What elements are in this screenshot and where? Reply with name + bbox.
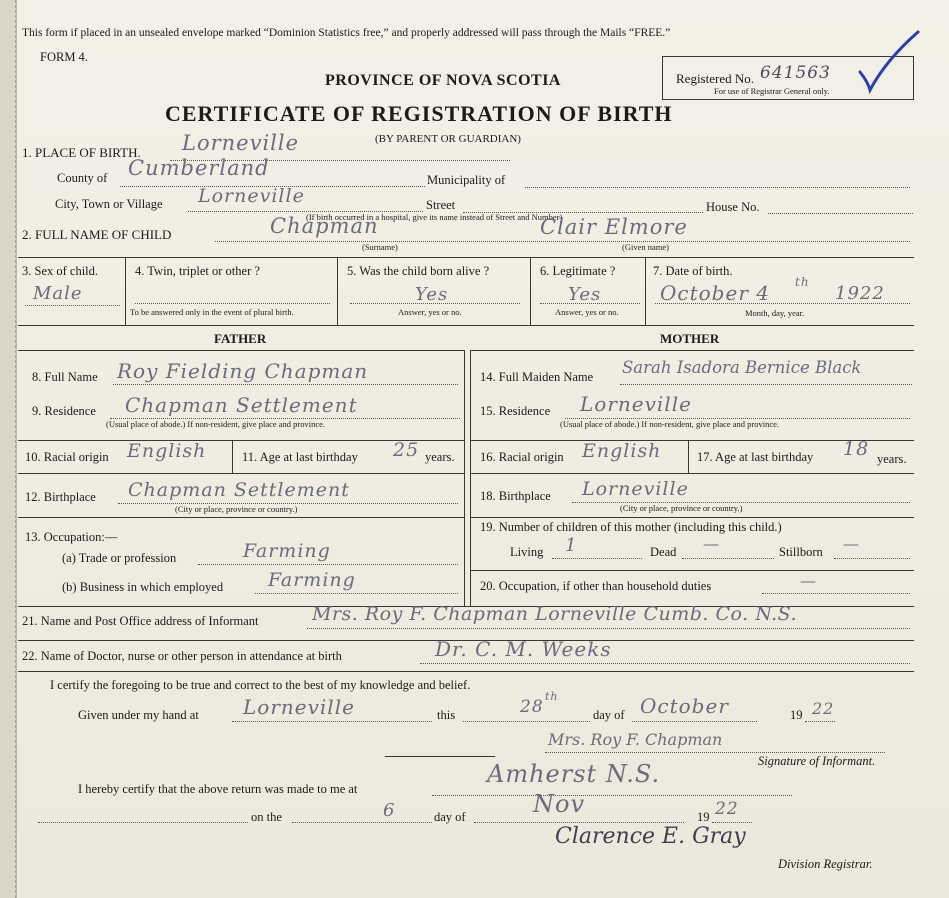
sex-label: 3. Sex of child.: [22, 264, 99, 278]
father-racial-label: 10. Racial origin: [25, 450, 109, 464]
father-age-value: 25: [393, 439, 420, 461]
father-row-rule-3: [18, 517, 464, 518]
parents-center-divider-2: [470, 350, 471, 606]
page-title: CERTIFICATE OF REGISTRATION OF BIRTH: [165, 101, 673, 126]
house-number-line: [768, 213, 913, 214]
father-occupation-label: 13. Occupation:—: [25, 530, 118, 544]
mother-residence-label: 15. Residence: [480, 404, 551, 418]
trade-label: (a) Trade or profession: [62, 551, 177, 565]
mother-occupation-line: [762, 593, 910, 594]
mother-birthplace-note: (City or place, province or country.): [620, 503, 743, 513]
father-name-label: 8. Full Name: [32, 370, 98, 384]
child-name-label: 2. FULL NAME OF CHILD: [22, 227, 172, 242]
mother-name-line: [620, 384, 912, 385]
mother-years-label: years.: [877, 452, 907, 466]
birth-date-month-day: October 4: [660, 281, 770, 305]
registrar-signature: Clarence E. Gray: [555, 824, 746, 849]
mother-residence-note: (Usual place of abode.) If non-resident, give place and province.: [560, 419, 780, 429]
sex-value: Male: [33, 283, 83, 304]
municipality-line: [525, 187, 910, 188]
mother-age-divider: [688, 440, 689, 473]
mother-name-value: Sarah Isadora Bernice Black: [622, 358, 862, 377]
given-place-value: Lorneville: [243, 695, 355, 719]
informant-value: Mrs. Roy F. Chapman Lorneville Cumb. Co. N.S.: [312, 603, 798, 625]
father-row-rule-2: [18, 473, 464, 474]
birth-date-note: Month, day, year.: [745, 308, 805, 318]
father-name-value: Roy Fielding Chapman: [117, 359, 369, 383]
mother-heading: MOTHER: [660, 331, 720, 346]
row3-bottom-border: [18, 325, 914, 326]
mother-residence-value: Lorneville: [580, 392, 692, 416]
informant-signature-line: [545, 752, 885, 753]
father-age-divider: [232, 440, 233, 473]
father-racial-value: English: [127, 440, 207, 462]
registrar-leading-line: [38, 822, 248, 823]
informant-label: 21. Name and Post Office address of Informant: [22, 614, 259, 628]
business-label: (b) Business in which employed: [62, 580, 224, 594]
this-day-suffix: th: [545, 690, 559, 703]
trade-line: [198, 564, 458, 565]
city-label: City, Town or Village: [55, 197, 163, 211]
mother-row-rule-4: [470, 570, 914, 571]
house-number-label: House No.: [706, 200, 760, 214]
born-alive-note: Answer, yes or no.: [398, 307, 462, 317]
mother-age-value: 18: [843, 438, 870, 460]
business-line: [255, 593, 458, 594]
mother-age-label: 17. Age at last birthday: [697, 450, 814, 464]
hospital-note: (If birth occurred in a hospital, give its name instead of Street and Number): [306, 212, 563, 222]
father-name-line: [113, 384, 458, 385]
municipality-label: Municipality of: [427, 173, 506, 187]
certify-statement: I certify the foregoing to be true and correct to the best of my knowledge and belief.: [50, 678, 471, 692]
registered-number: 641563: [760, 63, 831, 83]
father-years-label: years.: [425, 450, 455, 464]
given-under-label: Given under my hand at: [78, 708, 199, 722]
birth-place-label: 1. PLACE OF BIRTH.: [22, 145, 141, 160]
row3-divider-3: [530, 257, 531, 325]
mailing-notice: This form if placed in an unsealed envelope marked “Dominion Statistics free,” and properly addressed will pass through the Mails “FREE.”: [22, 27, 671, 39]
twin-label: 4. Twin, triplet or other ?: [135, 264, 260, 278]
on-the-label: on the: [251, 810, 282, 824]
this-label: this: [437, 708, 456, 722]
registrar-year-line: [712, 822, 752, 823]
living-line: [552, 558, 642, 559]
year-prefix: 19: [790, 708, 803, 722]
registrar-year-prefix: 19: [697, 810, 710, 824]
form-number: FORM 4.: [40, 50, 88, 64]
legitimate-value: Yes: [568, 284, 602, 305]
born-alive-label: 5. Was the child born alive ?: [347, 264, 490, 278]
perforation-line: [15, 0, 17, 898]
row3-divider-4: [645, 257, 646, 325]
this-day-value: 28: [520, 697, 544, 717]
check-mark-icon: [838, 30, 923, 105]
registrar-day-line: [292, 822, 432, 823]
registrar-place-value: Amherst N.S.: [487, 760, 661, 788]
father-birthplace-label: 12. Birthplace: [25, 490, 96, 504]
this-day-line: [463, 721, 590, 722]
father-residence-value: Chapman Settlement: [125, 393, 358, 417]
parents-center-divider: [464, 350, 465, 606]
registrar-year-value: 22: [715, 799, 739, 819]
county-label: County of: [57, 171, 108, 185]
legitimate-label: 6. Legitimate ?: [540, 264, 616, 278]
children-count-label: 19. Number of children of this mother (including this child.): [480, 520, 782, 534]
registered-label: Registered No.: [676, 71, 754, 86]
stillborn-value: —: [843, 534, 860, 553]
registrar-signature-label: Division Registrar.: [778, 857, 873, 871]
informant-signature: Mrs. Roy F. Chapman: [548, 730, 723, 749]
mother-racial-label: 16. Racial origin: [480, 450, 564, 464]
row3-divider-2: [337, 257, 338, 325]
city-value: Lorneville: [198, 185, 305, 207]
registrar-day-of-label: day of: [434, 810, 466, 824]
dead-value: —: [703, 534, 720, 553]
mother-heading-rule: [470, 350, 914, 351]
father-heading-rule: [18, 350, 464, 351]
mother-row-rule-2: [470, 473, 914, 474]
registrar-statement: I hereby certify that the above return was made to me at: [78, 782, 358, 796]
mother-birthplace-value: Lorneville: [582, 478, 689, 500]
street-label: Street: [426, 198, 456, 212]
row3-top-border: [18, 257, 914, 258]
father-heading: FATHER: [214, 331, 267, 346]
informant-line: [307, 628, 910, 629]
mother-birthplace-label: 18. Birthplace: [480, 489, 551, 503]
business-value: Farming: [268, 569, 356, 591]
row3-divider-1: [125, 257, 126, 325]
twin-note: To be answered only in the event of plural birth.: [130, 307, 294, 317]
legitimate-note: Answer, yes or no.: [555, 307, 619, 317]
stillborn-line: [834, 558, 910, 559]
birth-place-value: Lorneville: [182, 131, 300, 155]
year-line: [805, 721, 835, 722]
twin-line: [135, 303, 330, 304]
registrar-day-value: 6: [383, 800, 396, 821]
dead-line: [682, 558, 774, 559]
registrar-place-line: [432, 795, 792, 796]
mother-occupation-value: —: [800, 571, 817, 590]
birth-date-suffix: th: [795, 275, 810, 289]
doctor-label: 22. Name of Doctor, nurse or other person in attendance at birth: [22, 649, 342, 663]
stillborn-label: Stillborn: [779, 545, 823, 559]
child-name-line: [215, 241, 910, 242]
trade-value: Farming: [243, 540, 331, 562]
father-residence-label: 9. Residence: [32, 404, 96, 418]
province-heading: PROVINCE OF NOVA SCOTIA: [325, 72, 561, 89]
registered-note: For use of Registrar General only.: [714, 86, 830, 96]
father-residence-note: (Usual place of abode.) If non-resident, give place and province.: [106, 419, 326, 429]
year-value: 22: [812, 699, 835, 718]
father-birthplace-note: (City or place, province or country.): [175, 504, 298, 514]
given-name-note: (Given name): [622, 242, 669, 252]
month-line: [632, 721, 757, 722]
mother-row-rule-3: [470, 517, 914, 518]
mother-racial-value: English: [582, 440, 662, 462]
registrar-month-value: Nov: [533, 790, 586, 818]
child-surname: Chapman: [270, 214, 379, 238]
informant-signature-label: Signature of Informant.: [758, 754, 876, 768]
certify-top-rule: [18, 671, 914, 672]
living-label: Living: [510, 545, 544, 559]
blank-signature-line: [385, 756, 495, 757]
father-birthplace-value: Chapman Settlement: [128, 479, 350, 501]
surname-note: (Surname): [362, 242, 398, 252]
child-given-name: Clair Elmore: [540, 215, 688, 239]
day-of-label: day of: [593, 708, 625, 722]
sex-line: [25, 305, 120, 306]
given-place-line: [232, 721, 432, 722]
county-value: Cumberland: [128, 156, 270, 180]
birth-date-label: 7. Date of birth.: [653, 264, 733, 278]
doctor-line: [420, 663, 910, 664]
mother-occupation-label: 20. Occupation, if other than household duties: [480, 579, 712, 593]
father-age-label: 11. Age at last birthday: [242, 450, 358, 464]
mother-name-label: 14. Full Maiden Name: [480, 370, 594, 384]
living-value: 1: [565, 535, 578, 556]
dead-label: Dead: [650, 545, 677, 559]
born-alive-value: Yes: [415, 284, 449, 305]
doctor-value: Dr. C. M. Weeks: [435, 637, 612, 661]
birth-date-year: 1922: [835, 283, 885, 304]
month-value: October: [640, 694, 729, 718]
registrar-month-line: [474, 822, 684, 823]
page-subtitle: (BY PARENT OR GUARDIAN): [375, 133, 521, 145]
